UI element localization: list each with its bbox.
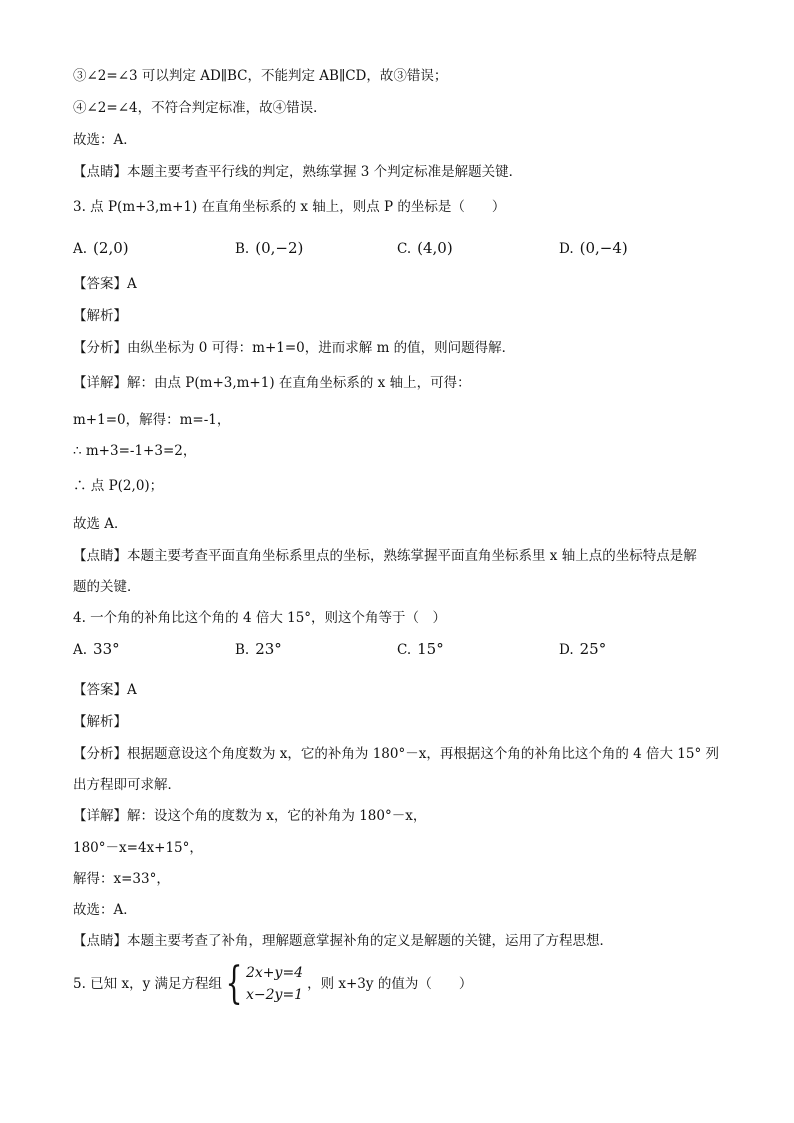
q4-option-d: D. 25° [559, 640, 607, 658]
equation-2: x−2y=1 [246, 987, 304, 1003]
q5-prefix: 5. 已知 x，y 满足方程组 [73, 976, 222, 992]
text-line: 【详解】解：由点 P(m+3,m+1) 在直角坐标系的 x 轴上，可得： [73, 375, 471, 391]
equation-1: 2x+y=4 [246, 965, 304, 981]
text-line: 【点睛】本题主要考查平面直角坐标系里点的坐标，熟练掌握平面直角坐标系里 x 轴上点的坐标特点是解 [73, 548, 697, 564]
text-line: m+1=0，解得：m=-1， [73, 412, 231, 428]
text-line: 故选：A． [73, 132, 137, 148]
text-line: ∴ 点 P(2,0)； [73, 478, 164, 494]
q3-option-a: A. (2,0) [73, 239, 129, 257]
brace-symbol: { [225, 958, 243, 1009]
answer-label: 【答案】A [73, 276, 137, 292]
question-5 [73, 958, 473, 1009]
text-line: 【点睛】本题主要考查平行线的判定，熟练掌握 3 个判定标准是解题关键． [73, 164, 523, 180]
text-line: ③∠2=∠3 可以判定 AD∥BC，不能判定 AB∥CD，故③错误； [73, 68, 448, 84]
q3-options [73, 238, 733, 259]
analysis-label: 【解析】 [73, 714, 127, 730]
q4-option-c: C. 15° [397, 640, 444, 658]
text-line: 【分析】由纵坐标为 0 可得：m+1=0，进而求解 m 的值，则问题得解． [73, 340, 516, 356]
answer-label: 【答案】A [73, 682, 137, 698]
q4-option-b: B. 23° [235, 640, 282, 658]
analysis-label: 【解析】 [73, 308, 127, 324]
text-line: 故选 A． [73, 516, 128, 532]
q3-option-b: B. (0,−2) [235, 239, 304, 257]
text-line: ④∠2=∠4，不符合判定标准，故④错误． [73, 100, 327, 116]
text-line: 【点睛】本题主要考查了补角，理解题意掌握补角的定义是解题的关键，运用了方程思想． [73, 933, 613, 949]
q3-option-c: C. (4,0) [397, 239, 453, 257]
q4-option-a: A. 33° [73, 640, 120, 658]
text-line: 出方程即可求解． [73, 777, 181, 793]
text-line: 【详解】解：设这个角的度数为 x，它的补角为 180°－x， [73, 808, 427, 824]
question-4: 4. 一个角的补角比这个角的 4 倍大 15°，则这个角等于（ ） [73, 610, 447, 626]
text-line: 题的关键． [73, 579, 141, 595]
text-line: ∴ m+3=-1+3=2， [73, 443, 197, 459]
text-line: 故选：A． [73, 902, 137, 918]
equation-system [246, 962, 303, 1006]
q5-suffix: ，则 x+3y 的值为（ ） [307, 976, 473, 992]
text-line: 180°－x=4x+15°， [73, 840, 203, 856]
text-line: 【分析】根据题意设这个角度数为 x，它的补角为 180°－x，再根据这个角的补角比这个角的 4 倍大 15° 列 [73, 746, 720, 762]
question-3: 3. 点 P(m+3,m+1) 在直角坐标系的 x 轴上，则点 P 的坐标是（ ） [73, 199, 506, 215]
text-line: 解得：x=33°， [73, 871, 170, 887]
q4-options [73, 639, 733, 660]
q3-option-d: D. (0,−4) [559, 239, 628, 257]
